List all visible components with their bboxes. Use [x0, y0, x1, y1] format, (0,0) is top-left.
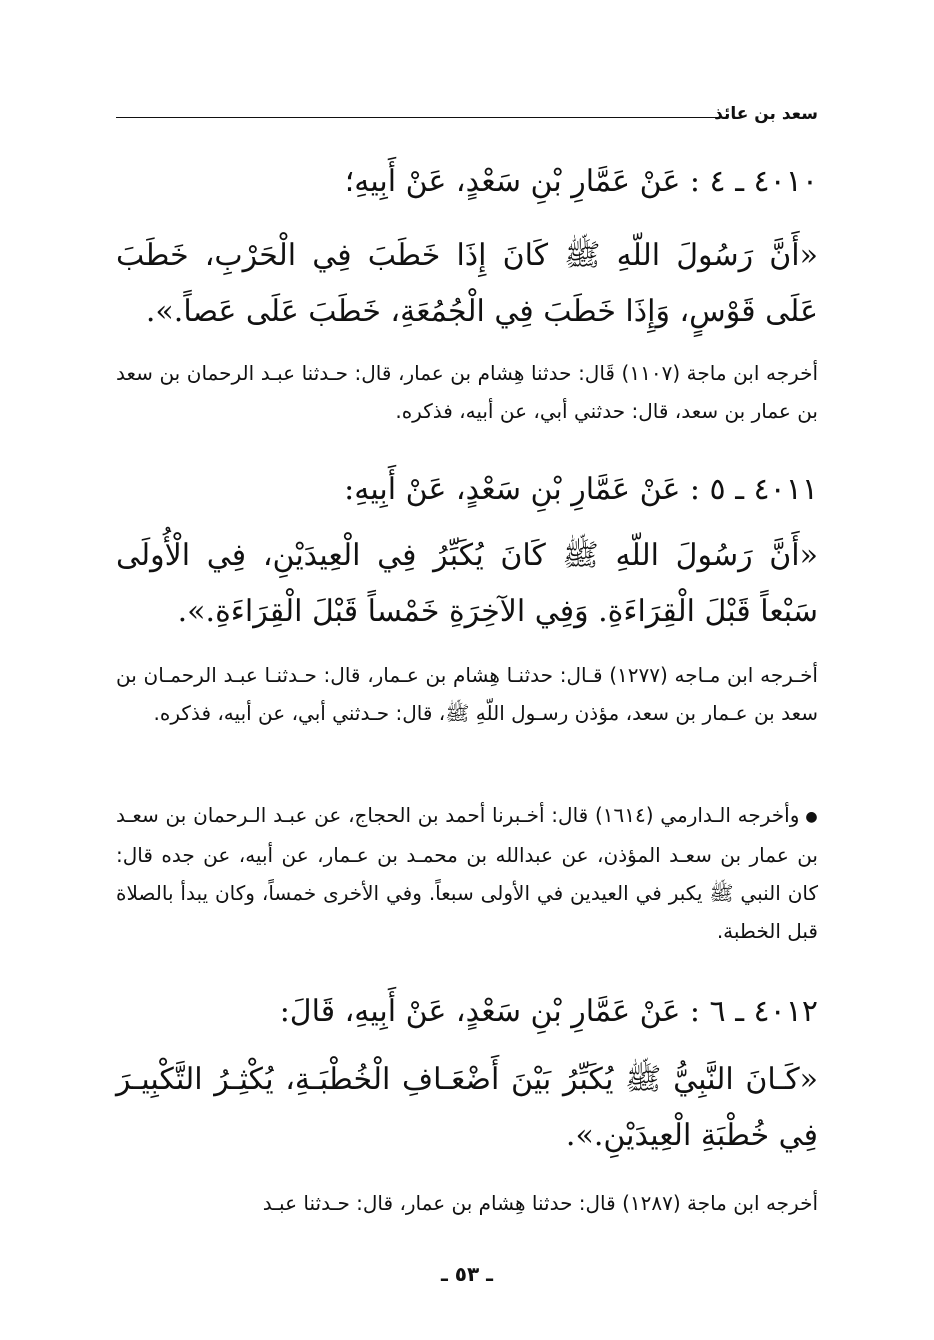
hadith-4010-takhrij: أخرجه ابن ماجة (١١٠٧) قَال: حدثنا هِشام بن عمار، قال: حـدثنا عبـد الرحمان بن سعد بن عمار بن سعد، قال: حدثني أبي، عن أبيه، فذكره. [116, 361, 819, 423]
hadith-4010-text: «أَنَّ رَسُولَ اللّهِ ﷺ كَانَ إِذَا خَطَبَ فِي الْحَرْبِ، خَطَبَ عَلَى قَوْسٍ، وَإِذَا خَطَبَ فِي الْجُمُعَةِ، خَطَبَ عَلَى عَصاً.». [116, 238, 818, 329]
hadith-4011-additional [116, 796, 818, 950]
hadith-4011-heading: ٤٠١١ ـ ٥ : عَنْ عَمَّارِ بْنِ سَعْدٍ، عَنْ أَبِيهِ: [344, 472, 818, 507]
bullet-icon: ● [805, 808, 818, 825]
hadith-4012-text: «كَـانَ النَّبِيُّ ﷺ يُكَبِّرُ بَيْنَ أَضْعَـافِ الْخُطْبَـةِ، يُكْثِـرُ التَّكْبِيـرَ فِي خُطْبَةِ الْعِيدَيْنِ.». [116, 1062, 818, 1153]
hadith-4011-text: «أَنَّ رَسُولَ اللّهِ ﷺ كَانَ يُكَبِّرُ فِي الْعِيدَيْنِ، فِي الْأُولَى سَبْعاً قَبْلَ الْقِرَاءَةِ. وَفِي الآخِرَةِ خَمْساً قَبْلَ الْقِرَاءَةِ.». [116, 538, 818, 629]
page-number: ـ ٥٣ ـ [440, 1262, 494, 1286]
hadith-4012-heading: ٤٠١٢ ـ ٦ : عَنْ عَمَّارِ بْنِ سَعْدٍ، عَنْ أَبِيهِ، قَالَ: [279, 994, 818, 1029]
running-header [116, 104, 818, 128]
hadith-4011-takhrij: أخـرجه ابن مـاجه (١٢٧٧) قـال: حدثنـا هِشام بن عـمار، قال: حـدثنـا عبـد الرحمـان بن سعد بن عـمار بن سعد، مؤذن رسـول اللّهِ ﷺ، قال: حـدثني أبي، عن أبيه، فذكره. [116, 663, 818, 725]
header-rule [116, 117, 726, 118]
running-title: سعد بن عائذ [714, 104, 818, 124]
hadith-4010-heading: ٤٠١٠ ـ ٤ : عَنْ عَمَّارِ بْنِ سَعْدٍ، عَنْ أَبِيهِ؛ [344, 164, 818, 199]
hadith-4012-takhrij: أخرجه ابن ماجة (١٢٨٧) قال: حدثنا هِشام بن عمار، قال: حـدثنا عبـد [262, 1191, 818, 1215]
additional-text: وأخرجه الـدارمي (١٦١٤) قال: أخـبرنا أحمد بن الحجاج، عن عبـد الـرحمان بن سعـد بن عمار بن سعـد المؤذن، عن عبدالله بن محمـد بن عـمار، عن أبيه، عن جده قال: كان النبي ﷺ يكبر في العيدين في الأولى سبعاً. وفي الأخرى خمساً، وكان يبدأ بالصلاة قبل الخطبة. [116, 803, 818, 943]
